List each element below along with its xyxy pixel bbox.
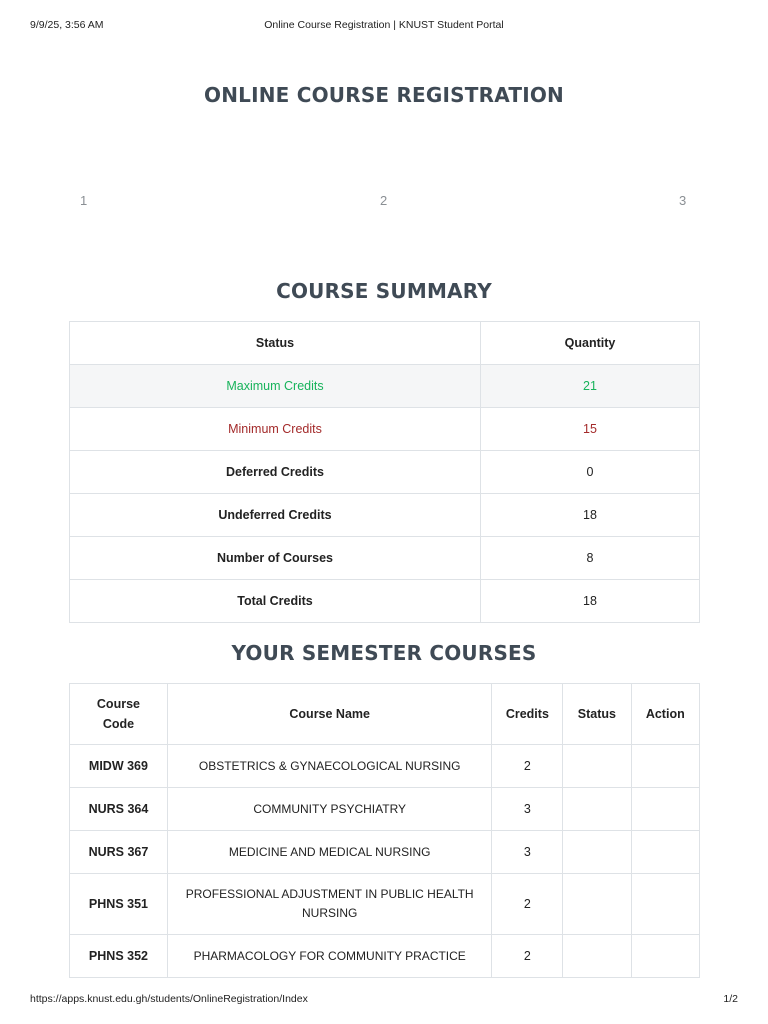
course-code: NURS 367 [70, 831, 168, 874]
step-3[interactable]: 3 [679, 193, 687, 208]
print-date: 9/9/25, 3:56 AM [30, 19, 104, 31]
header-credits: Credits [492, 684, 563, 745]
header-action: Action [631, 684, 699, 745]
summary-value: 21 [481, 365, 700, 408]
course-status [563, 745, 631, 788]
registration-steps [0, 193, 768, 211]
summary-row-total-credits [70, 580, 700, 623]
course-action[interactable] [631, 831, 699, 874]
summary-header-quantity: Quantity [481, 322, 700, 365]
course-credits: 3 [492, 788, 563, 831]
summary-value: 15 [481, 408, 700, 451]
header-status: Status [563, 684, 631, 745]
summary-value: 0 [481, 451, 700, 494]
courses-header-row [70, 684, 700, 745]
print-header [0, 19, 768, 33]
course-name: COMMUNITY PSYCHIATRY [167, 788, 492, 831]
course-row [70, 874, 700, 935]
course-row [70, 745, 700, 788]
course-status [563, 935, 631, 978]
summary-value: 18 [481, 580, 700, 623]
header-course-code [70, 684, 168, 745]
print-page-title: Online Course Registration | KNUST Student Portal [264, 19, 504, 31]
header-course-name: Course Name [167, 684, 492, 745]
summary-label: Undeferred Credits [70, 494, 481, 537]
course-code: PHNS 351 [70, 874, 168, 935]
course-action[interactable] [631, 935, 699, 978]
course-credits: 2 [492, 874, 563, 935]
course-name: MEDICINE AND MEDICAL NURSING [167, 831, 492, 874]
summary-label: Deferred Credits [70, 451, 481, 494]
summary-label: Number of Courses [70, 537, 481, 580]
summary-row-number-of-courses [70, 537, 700, 580]
course-status [563, 874, 631, 935]
course-name [167, 874, 492, 935]
header-course-code-line1: Course [96, 697, 140, 711]
course-action[interactable] [631, 788, 699, 831]
step-2[interactable]: 2 [380, 193, 388, 208]
print-url: https://apps.knust.edu.gh/students/OnlineRegistration/Index [30, 993, 308, 1005]
semester-courses-title: YOUR SEMESTER COURSES [231, 641, 537, 665]
course-credits: 3 [492, 831, 563, 874]
course-code: NURS 364 [70, 788, 168, 831]
print-page-number: 1/2 [723, 993, 738, 1005]
summary-header-status: Status [70, 322, 481, 365]
course-action[interactable] [631, 874, 699, 935]
step-1[interactable]: 1 [80, 193, 88, 208]
summary-row-minimum-credits [70, 408, 700, 451]
course-row [70, 831, 700, 874]
summary-value: 18 [481, 494, 700, 537]
course-credits: 2 [492, 745, 563, 788]
header-course-code-line2: Code [102, 717, 135, 731]
course-name-line2: NURSING [302, 906, 358, 920]
course-credits: 2 [492, 935, 563, 978]
course-summary-table [69, 321, 700, 623]
course-code: MIDW 369 [70, 745, 168, 788]
summary-row-maximum-credits [70, 365, 700, 408]
semester-courses-table [69, 683, 700, 978]
course-summary-title: COURSE SUMMARY [276, 279, 492, 303]
summary-value: 8 [481, 537, 700, 580]
course-action[interactable] [631, 745, 699, 788]
course-row [70, 788, 700, 831]
page-title: ONLINE COURSE REGISTRATION [204, 83, 564, 107]
summary-label: Maximum Credits [70, 365, 481, 408]
summary-row-undeferred-credits [70, 494, 700, 537]
course-status [563, 788, 631, 831]
summary-header-row [70, 322, 700, 365]
course-name-line1: PROFESSIONAL ADJUSTMENT IN PUBLIC HEALTH [185, 887, 474, 901]
course-status [563, 831, 631, 874]
summary-label: Total Credits [70, 580, 481, 623]
summary-row-deferred-credits [70, 451, 700, 494]
course-name: OBSTETRICS & GYNAECOLOGICAL NURSING [167, 745, 492, 788]
course-name: PHARMACOLOGY FOR COMMUNITY PRACTICE [167, 935, 492, 978]
summary-label: Minimum Credits [70, 408, 481, 451]
course-code: PHNS 352 [70, 935, 168, 978]
course-row [70, 935, 700, 978]
